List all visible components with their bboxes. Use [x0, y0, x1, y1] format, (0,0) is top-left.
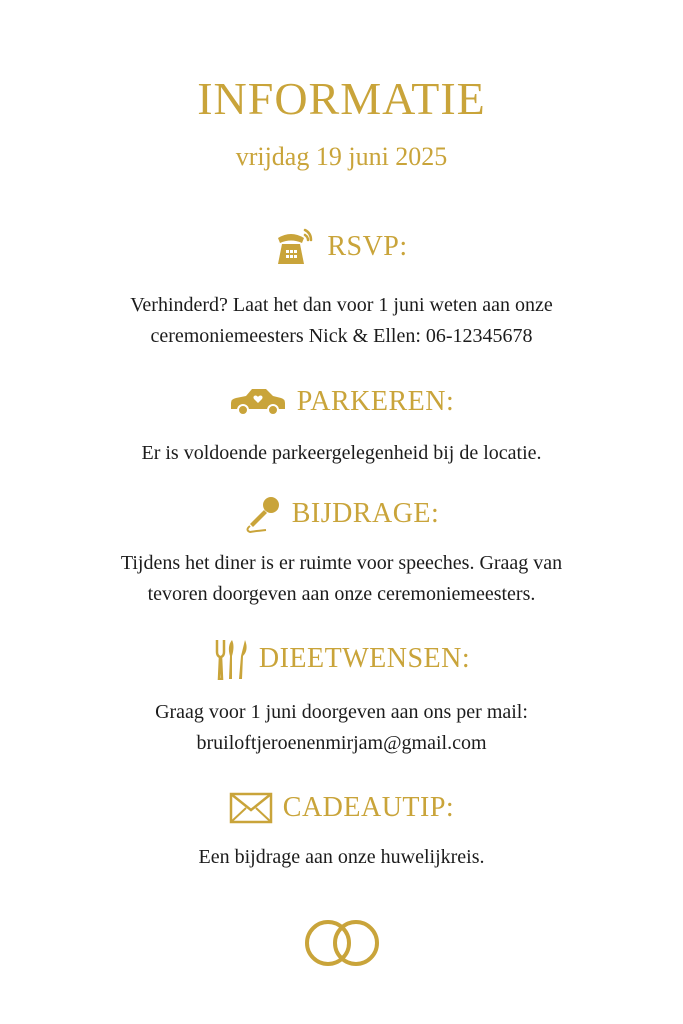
section-label: CADEAUTIP:: [282, 792, 455, 823]
rings-decoration: [0, 918, 683, 968]
text-line: tevoren doorgeven aan onze ceremoniemeesters.: [147, 583, 536, 605]
text-line: Er is voldoende parkeergelegenheid bij de locatie.: [141, 442, 542, 464]
text-line: Een bijdrage aan onze huwelijkreis.: [198, 846, 485, 868]
section-label: RSVP:: [327, 231, 408, 262]
wedding-rings-icon: [302, 918, 382, 968]
text-line: Tijdens het diner is er ruimte voor speeches. Graag van: [120, 552, 563, 574]
section-cadeautip-text: [40, 842, 643, 873]
envelope-icon: [229, 792, 273, 824]
section-dieetwensen-text: [40, 697, 643, 759]
section-label: BIJDRAGE:: [291, 498, 440, 529]
page-title: INFORMATIE: [197, 73, 486, 124]
section-label: PARKEREN:: [296, 386, 455, 417]
telephone-icon: [275, 226, 317, 268]
text-line: ceremoniemeesters Nick & Ellen: 06-12345678: [150, 325, 533, 347]
microphone-icon: [244, 494, 282, 534]
car-icon: [229, 387, 287, 417]
text-line: bruiloftjeroenenmirjam@gmail.com: [196, 732, 487, 754]
text-line: Verhinderd? Laat het dan voor 1 juni weten aan onze: [130, 294, 553, 316]
section-parkeren-heading: [0, 386, 683, 418]
event-date: vrijdag 19 juni 2025: [235, 142, 448, 171]
section-rsvp-heading: [0, 226, 683, 268]
section-cadeautip-heading: [0, 792, 683, 824]
section-bijdrage-heading: [0, 494, 683, 534]
section-label: DIEETWENSEN:: [258, 643, 471, 674]
cutlery-icon: [213, 638, 249, 680]
section-dieetwensen-heading: [0, 638, 683, 680]
section-bijdrage-text: [40, 548, 643, 610]
section-parkeren-text: [40, 438, 643, 469]
section-rsvp-text: [40, 290, 643, 352]
text-line: Graag voor 1 juni doorgeven aan ons per mail:: [155, 701, 528, 723]
